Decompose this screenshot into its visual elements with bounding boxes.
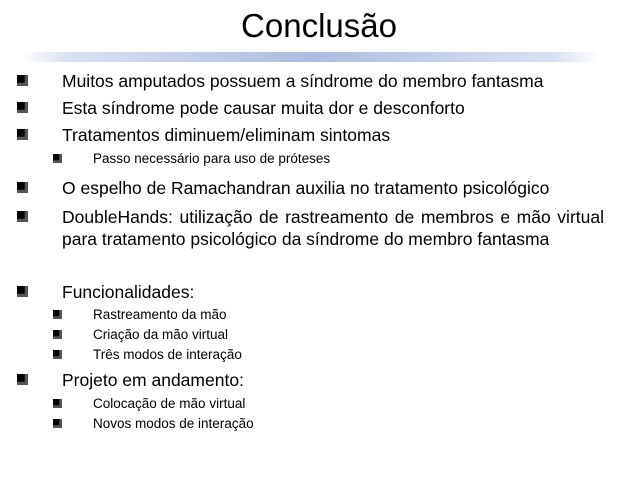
sub-bullet-item bbox=[93, 395, 593, 413]
bullet-item bbox=[62, 369, 604, 391]
slide-title: Conclusão bbox=[241, 7, 397, 44]
sub-bullet-item bbox=[93, 326, 593, 344]
bullet-text: Funcionalidades: bbox=[62, 282, 195, 302]
square-bullet-icon bbox=[53, 154, 62, 163]
bullet-item bbox=[62, 177, 604, 199]
square-bullet-icon bbox=[53, 310, 62, 319]
title-divider bbox=[22, 52, 600, 62]
square-bullet-icon bbox=[17, 182, 28, 193]
square-bullet-icon bbox=[53, 399, 62, 408]
sub-bullet-text: Passo necessário para uso de próteses bbox=[93, 151, 331, 166]
bullet-text: Tratamentos diminuem/eliminam sintomas bbox=[62, 125, 391, 145]
square-bullet-icon bbox=[17, 374, 28, 385]
bullet-text: Projeto em andamento: bbox=[62, 370, 244, 390]
square-bullet-icon bbox=[53, 419, 62, 428]
square-bullet-icon bbox=[17, 102, 28, 113]
bullet-item bbox=[62, 206, 604, 250]
square-bullet-icon bbox=[53, 350, 62, 359]
bullet-text: Muitos amputados possuem a síndrome do membro fantasma bbox=[62, 71, 544, 91]
sub-bullet-text: Colocação de mão virtual bbox=[93, 396, 246, 411]
sub-bullet-item bbox=[93, 306, 593, 324]
sub-bullet-text: Três modos de interação bbox=[93, 347, 242, 362]
bullet-item bbox=[62, 70, 604, 92]
bullet-text: DoubleHands: utilização de rastreamento de membros e mão virtual para tratamento psicológico da síndrome do membro fantasma bbox=[62, 207, 604, 249]
sub-bullet-item bbox=[93, 150, 593, 168]
sub-bullet-text: Novos modos de interação bbox=[93, 416, 254, 431]
square-bullet-icon bbox=[17, 286, 28, 297]
square-bullet-icon bbox=[53, 330, 62, 339]
sub-bullet-item bbox=[93, 346, 593, 364]
bullet-item bbox=[62, 97, 604, 119]
bullet-item bbox=[62, 281, 604, 303]
bullet-text: O espelho de Ramachandran auxilia no tratamento psicológico bbox=[62, 178, 550, 198]
square-bullet-icon bbox=[17, 75, 28, 86]
sub-bullet-text: Rastreamento da mão bbox=[93, 307, 227, 322]
sub-bullet-text: Criação da mão virtual bbox=[93, 327, 229, 342]
bullet-text: Esta síndrome pode causar muita dor e desconforto bbox=[62, 98, 465, 118]
square-bullet-icon bbox=[17, 211, 28, 222]
bullet-item bbox=[62, 124, 604, 146]
sub-bullet-item bbox=[93, 415, 593, 433]
square-bullet-icon bbox=[17, 129, 28, 140]
